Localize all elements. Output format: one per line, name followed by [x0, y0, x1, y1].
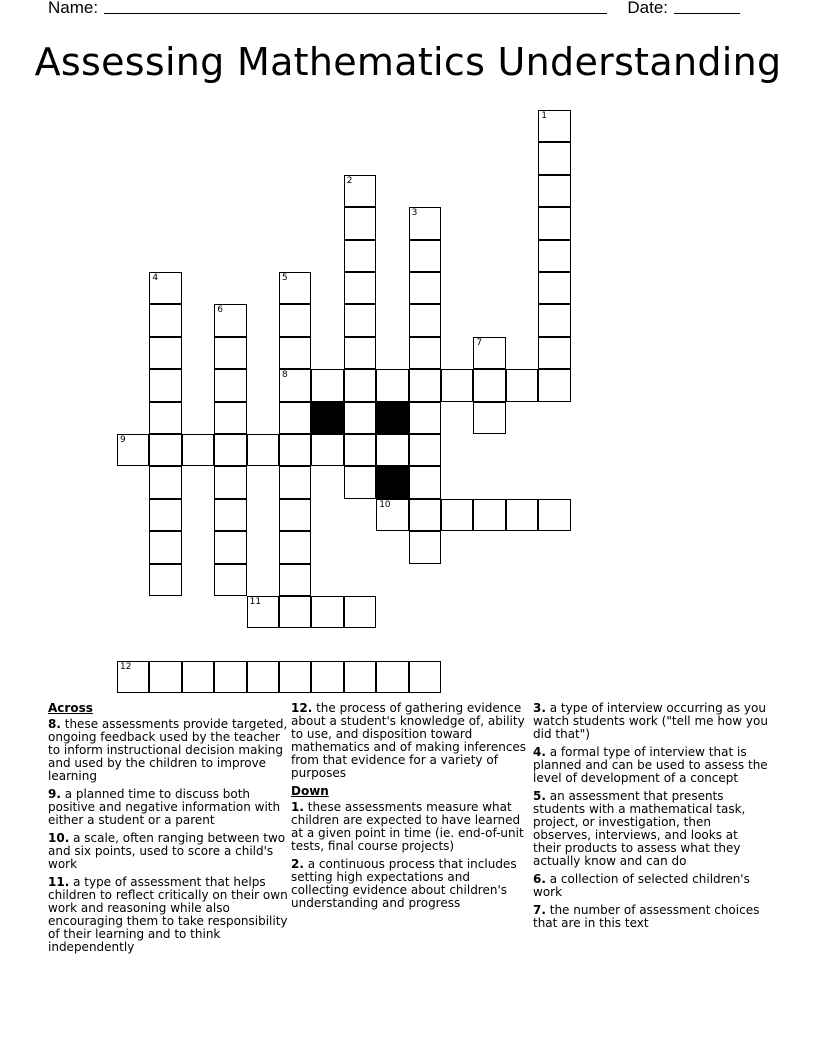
- grid-cell[interactable]: [376, 369, 408, 401]
- grid-cell[interactable]: [344, 466, 376, 498]
- grid-block-cell: [376, 402, 408, 434]
- grid-cell-8[interactable]: [279, 369, 311, 401]
- grid-block-cell: [376, 466, 408, 498]
- grid-cell[interactable]: [149, 499, 181, 531]
- clue-number: 2.: [291, 857, 304, 871]
- cell-number: 12: [120, 661, 132, 672]
- grid-cell[interactable]: [409, 466, 441, 498]
- cell-number: 6: [217, 305, 223, 316]
- clue-text: an assessment that presents students with a mathematical task, project, or investigation, then observes, interviews, and looks at their products to assess what they actually know and can do: [533, 789, 746, 868]
- grid-cell[interactable]: [149, 402, 181, 434]
- clue-number: 4.: [533, 745, 546, 759]
- page-title: Assessing Mathematics Understanding: [34, 40, 782, 84]
- clue-number: 1.: [291, 800, 304, 814]
- grid-cell[interactable]: [441, 369, 473, 401]
- name-label: Name:: [48, 0, 99, 17]
- clue-across-9: [48, 788, 288, 827]
- grid-cell[interactable]: [279, 499, 311, 531]
- down-heading: Down: [291, 784, 329, 798]
- grid-cell[interactable]: [538, 337, 570, 369]
- clue-number: 3.: [533, 701, 546, 715]
- clue-text: a formal type of interview that is planned and can be used to assess the level of development of a concept: [533, 745, 768, 785]
- clue-text: a scale, often ranging between two and six points, used to score a child's work: [48, 831, 286, 871]
- grid-cell[interactable]: [344, 434, 376, 466]
- grid-cell[interactable]: [344, 240, 376, 272]
- clue-number: 11.: [48, 875, 70, 889]
- grid-cell[interactable]: [279, 564, 311, 596]
- grid-cell[interactable]: [149, 466, 181, 498]
- cell-number: 4: [152, 273, 159, 283]
- clue-down-3: [533, 702, 769, 741]
- grid-cell[interactable]: [214, 661, 246, 693]
- clue-number: 12.: [291, 701, 313, 715]
- grid-cell[interactable]: [538, 369, 570, 401]
- grid-cell[interactable]: [182, 661, 214, 693]
- grid-cell[interactable]: [214, 531, 246, 563]
- grid-cell[interactable]: [473, 499, 505, 531]
- clue-down-2: [291, 858, 527, 910]
- grid-cell[interactable]: [538, 175, 570, 207]
- grid-cell-7[interactable]: [473, 337, 505, 369]
- grid-cell[interactable]: [344, 402, 376, 434]
- clue-number: 10.: [48, 831, 70, 845]
- grid-cell-12[interactable]: [117, 661, 149, 693]
- grid-cell[interactable]: [247, 434, 279, 466]
- grid-cell[interactable]: [538, 272, 570, 304]
- grid-cell-2[interactable]: [344, 175, 376, 207]
- clue-down-6: [533, 873, 769, 899]
- grid-cell[interactable]: [473, 369, 505, 401]
- clue-text: these assessments measure what children are expected to have learned at a given point in time (ie. end-of-unit tests, final course projects): [291, 800, 524, 853]
- cell-number: 9: [120, 435, 126, 445]
- grid-cell[interactable]: [149, 564, 181, 596]
- clue-text: a type of interview occurring as you watch students work ("tell me how you did that"): [533, 701, 768, 741]
- grid-cell[interactable]: [279, 434, 311, 466]
- grid-cell[interactable]: [506, 499, 538, 531]
- grid-cell[interactable]: [214, 337, 246, 369]
- grid-cell[interactable]: [311, 661, 343, 693]
- cell-number: 3: [411, 208, 418, 219]
- cell-number: 5: [282, 273, 288, 283]
- grid-cell[interactable]: [409, 337, 441, 369]
- cell-number: 2: [346, 175, 353, 186]
- grid-cell-11[interactable]: [247, 596, 279, 628]
- grid-cell[interactable]: [344, 207, 376, 239]
- grid-cell[interactable]: [149, 434, 181, 466]
- grid-cell[interactable]: [344, 661, 376, 693]
- grid-cell[interactable]: [279, 531, 311, 563]
- grid-cell[interactable]: [538, 304, 570, 336]
- grid-cell[interactable]: [409, 434, 441, 466]
- grid-cell[interactable]: [279, 661, 311, 693]
- clue-down-4: [533, 746, 769, 785]
- grid-cell[interactable]: [409, 531, 441, 563]
- clue-number: 7.: [533, 903, 546, 917]
- grid-cell-5[interactable]: [279, 272, 311, 304]
- grid-cell[interactable]: [279, 596, 311, 628]
- grid-cell[interactable]: [279, 466, 311, 498]
- grid-cell[interactable]: [311, 596, 343, 628]
- clues-column-1: [48, 702, 288, 959]
- grid-cell[interactable]: [214, 402, 246, 434]
- grid-cell[interactable]: [214, 466, 246, 498]
- grid-cell-1[interactable]: [538, 110, 570, 142]
- grid-cell[interactable]: [409, 240, 441, 272]
- clue-text: a collection of selected children's work: [533, 872, 750, 899]
- grid-cell[interactable]: [409, 499, 441, 531]
- grid-cell[interactable]: [149, 369, 181, 401]
- cell-number: 7: [476, 337, 483, 348]
- cell-number: 1: [541, 111, 547, 121]
- grid-cell-4[interactable]: [149, 272, 181, 304]
- cell-number: 10: [379, 499, 391, 510]
- clue-across-12: [291, 702, 527, 780]
- clue-down-5: [533, 790, 769, 868]
- clues-column-2: [291, 702, 527, 915]
- grid-cell[interactable]: [247, 661, 279, 693]
- grid-cell[interactable]: [376, 661, 408, 693]
- grid-cell[interactable]: [214, 434, 246, 466]
- grid-cell[interactable]: [279, 337, 311, 369]
- grid-cell[interactable]: [311, 434, 343, 466]
- clue-text: the process of gathering evidence about a student's knowledge of, ability to use, and disposition toward mathematics and of making inferences from that evidence for a variety of purposes: [291, 701, 527, 780]
- grid-cell-9[interactable]: [117, 434, 149, 466]
- clue-number: 5.: [533, 789, 546, 803]
- clue-across-11: [48, 876, 288, 954]
- clue-down-1: [291, 801, 527, 853]
- grid-cell[interactable]: [409, 369, 441, 401]
- grid-cell[interactable]: [441, 499, 473, 531]
- date-label: Date:: [627, 0, 668, 17]
- grid-cell[interactable]: [279, 402, 311, 434]
- grid-cell[interactable]: [506, 369, 538, 401]
- grid-cell[interactable]: [538, 240, 570, 272]
- clue-text: a planned time to discuss both positive and negative information with either a student or a parent: [48, 787, 281, 827]
- grid-cell[interactable]: [149, 661, 181, 693]
- clue-number: 6.: [533, 872, 546, 886]
- grid-cell[interactable]: [344, 596, 376, 628]
- cell-number: 8: [282, 370, 288, 381]
- grid-cell[interactable]: [149, 304, 181, 336]
- grid-cell[interactable]: [182, 434, 214, 466]
- grid-cell[interactable]: [214, 564, 246, 596]
- grid-cell-10[interactable]: [376, 499, 408, 531]
- clue-text: the number of assessment choices that are in this text: [533, 903, 760, 930]
- grid-cell[interactable]: [409, 304, 441, 336]
- clue-number: 8.: [48, 717, 61, 731]
- grid-cell[interactable]: [344, 272, 376, 304]
- grid-cell[interactable]: [344, 337, 376, 369]
- grid-block-cell: [311, 402, 343, 434]
- grid-cell[interactable]: [344, 304, 376, 336]
- grid-cell[interactable]: [149, 337, 181, 369]
- grid-cell[interactable]: [409, 402, 441, 434]
- clue-text: a type of assessment that helps children to reflect critically on their own work and reasoning while also encouraging them to take responsibility of their learning and to think independently: [48, 875, 288, 954]
- grid-cell[interactable]: [214, 499, 246, 531]
- grid-cell[interactable]: [376, 434, 408, 466]
- clue-across-8: [48, 718, 288, 783]
- clue-number: 9.: [48, 787, 61, 801]
- grid-cell[interactable]: [409, 272, 441, 304]
- clue-down-7: [533, 904, 769, 930]
- grid-cell[interactable]: [279, 304, 311, 336]
- clue-text: a continuous process that includes setting high expectations and collecting evidence about children's understanding and progress: [291, 857, 517, 910]
- grid-cell[interactable]: [149, 531, 181, 563]
- grid-cell[interactable]: [538, 142, 570, 174]
- clues-column-3: [533, 702, 769, 935]
- grid-cell[interactable]: [214, 369, 246, 401]
- grid-cell[interactable]: [344, 369, 376, 401]
- grid-cell-6[interactable]: [214, 304, 246, 336]
- grid-cell[interactable]: [538, 207, 570, 239]
- clue-across-10: [48, 832, 288, 871]
- grid-cell-3[interactable]: [409, 207, 441, 239]
- grid-cell[interactable]: [311, 369, 343, 401]
- grid-cell[interactable]: [473, 402, 505, 434]
- grid-cell[interactable]: [409, 661, 441, 693]
- clue-text: these assessments provide targeted, ongoing feedback used by the teacher to inform instructional decision making and used by the children to improve learning: [48, 717, 288, 783]
- cell-number: 11: [249, 597, 262, 607]
- across-heading: Across: [48, 701, 93, 715]
- grid-cell[interactable]: [538, 499, 570, 531]
